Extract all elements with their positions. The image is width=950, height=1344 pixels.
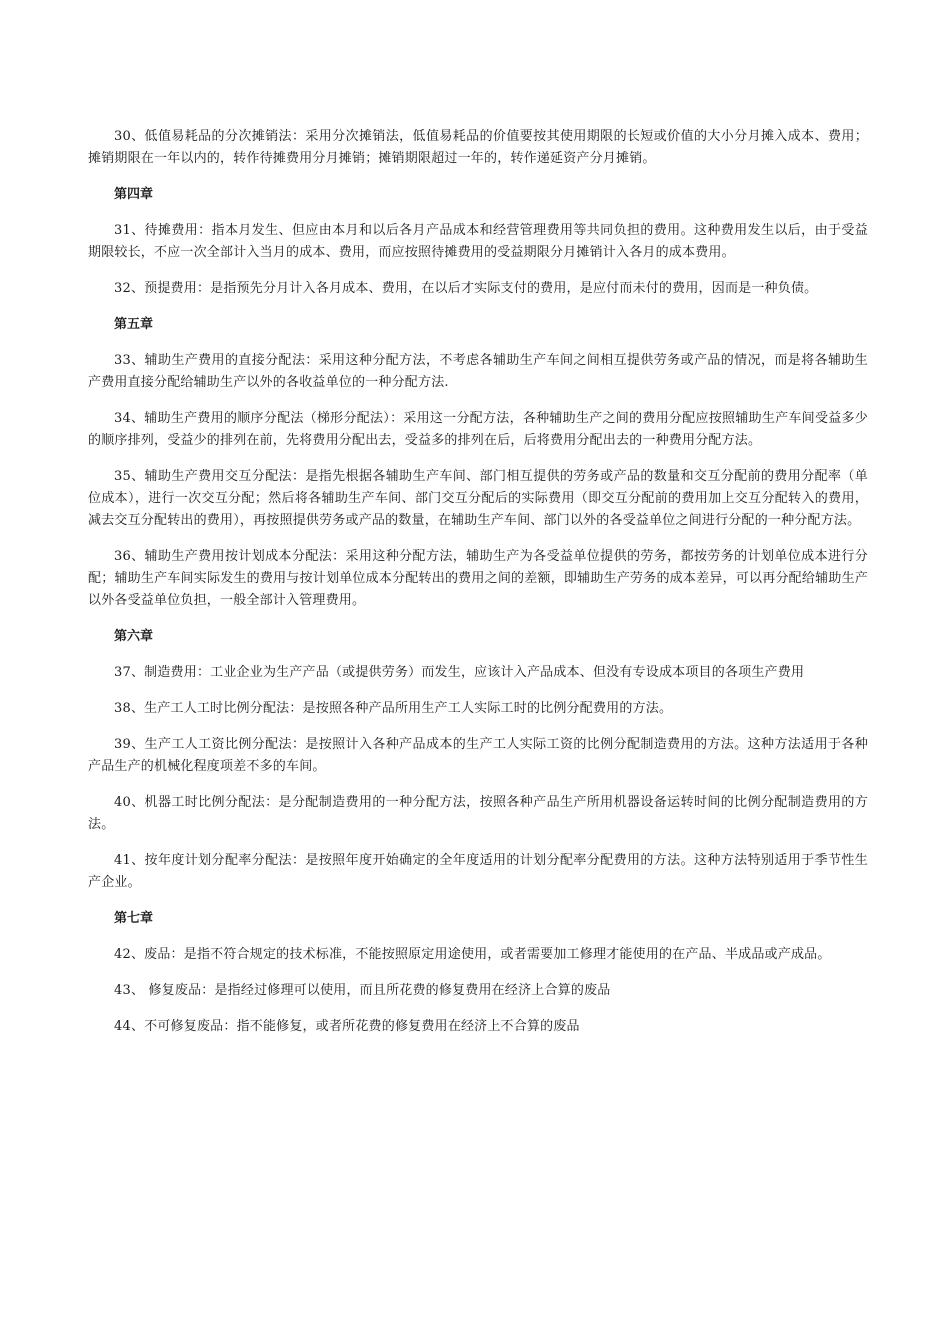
term-39-paragraph: 39、生产工人工资比例分配法：是按照计入各种产品成本的生产工人实际工资的比例分配制造费用的方法。这种方法适用于各种产品生产的机械化程度项差不多的车间。 [88,737,868,774]
term-31-paragraph: 31、待摊费用：指本月发生、但应由本月和以后各月产品成本和经营管理费用等共同负担的费用。这种费用发生以后，由于受益期限较长，不应一次全部计入当月的成本、费用，而应按照待摊费用的受益期限分月摊销计入各月的成本费用。 [88,223,868,260]
chapter-4-heading: 第四章 [114,187,154,202]
term-30-paragraph: 30、低值易耗品的分次摊销法：采用分次摊销法，低值易耗品的价值要按其使用期限的长短或价值的大小分月摊入成本、费用；摊销期限在一年以内的，转作待摊费用分月摊销；摊销期限超过一年的，转作递延资产分月摊销。 [88,129,868,166]
chapter-7-heading: 第七章 [114,911,154,926]
term-38-paragraph: 38、生产工人工时比例分配法：是按照各种产品所用生产工人实际工时的比例分配费用的方法。 [114,701,673,716]
term-37-paragraph: 37、制造费用：工业企业为生产产品（或提供劳务）而发生，应该计入产品成本、但没有专设成本项目的各项生产费用 [114,665,805,680]
term-44-paragraph: 44、不可修复废品：指不能修复，或者所花费的修复费用在经济上不合算的废品 [114,1019,580,1034]
term-32-paragraph: 32、预提费用：是指预先分月计入各月成本、费用，在以后才实际支付的费用，是应付而未付的费用，因而是一种负债。 [114,281,818,296]
term-36-paragraph: 36、辅助生产费用按计划成本分配法：采用这种分配方法，辅助生产为各受益单位提供的劳务，都按劳务的计划单位成本进行分配；辅助生产车间实际发生的费用与按计划单位成本分配转出的费用之间的差额，即辅助生产劳务的成本差异，可以再分配给辅助生产以外各受益单位负担，一般全部计入管理费用。 [88,549,868,608]
term-34-paragraph: 34、辅助生产费用的顺序分配法（梯形分配法）：采用这一分配方法，各种辅助生产之间的费用分配应按照辅助生产车间受益多少的顺序排列，受益少的排列在前，先将费用分配出去，受益多的排列在后，后将费用分配出去的一种费用分配方法。 [88,411,868,448]
chapter-6-heading: 第六章 [114,629,154,644]
term-43-paragraph: 43、 修复废品：是指经过修理可以使用，而且所花费的修复费用在经济上合算的废品 [114,983,611,998]
term-40-paragraph: 40、机器工时比例分配法：是分配制造费用的一种分配方法，按照各种产品生产所用机器设备运转时间的比例分配制造费用的方法。 [88,795,868,832]
term-33-paragraph: 33、辅助生产费用的直接分配法：采用这种分配方法，不考虑各辅助生产车间之间相互提供劳务或产品的情况，而是将各辅助生产费用直接分配给辅助生产以外的各收益单位的一种分配方法. [88,353,868,390]
term-42-paragraph: 42、废品：是指不符合规定的技术标准，不能按照原定用途使用，或者需要加工修理才能使用的在产品、半成品或产成品。 [114,947,831,962]
chapter-5-heading: 第五章 [114,317,154,332]
term-41-paragraph: 41、按年度计划分配率分配法：是按照年度开始确定的全年度适用的计划分配率分配费用的方法。这种方法特别适用于季节性生产企业。 [88,853,868,890]
document-page [88,126,868,1052]
term-35-paragraph: 35、辅助生产费用交互分配法：是指先根据各辅助生产车间、部门相互提供的劳务或产品的数量和交互分配前的费用分配率（单位成本），进行一次交互分配；然后将各辅助生产车间、部门交互分配后的实际费用（即交互分配前的费用加上交互分配转入的费用，减去交互分配转出的费用），再按照提供劳务或产品的数量，在辅助生产车间、部门以外的各受益单位之间进行分配的一种分配方法。 [88,469,868,528]
